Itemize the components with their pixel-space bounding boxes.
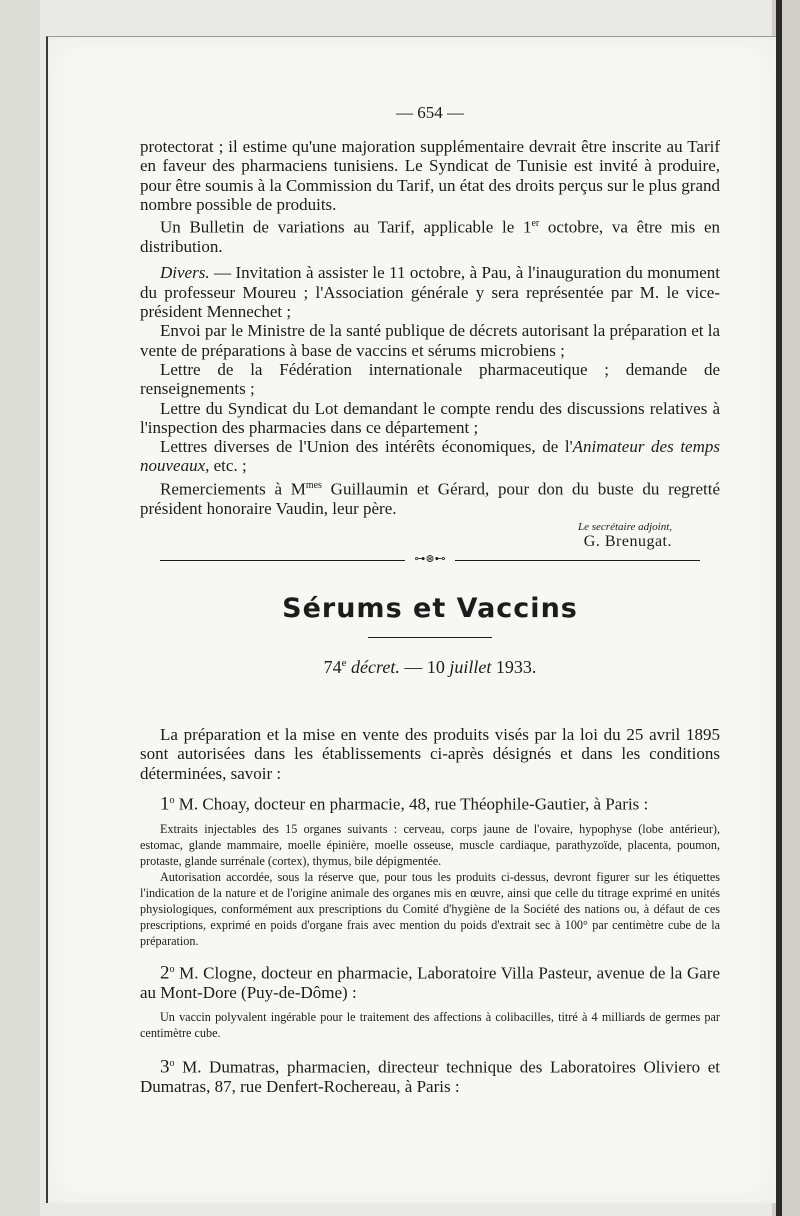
entry-1-detail-2: Autorisation accordée, sous la réserve que, pour tous les produits ci-dessus, devront figurer sur les étiquettes l'indication de la nature et de l'origine animale des organes mis en œuvre, ainsi que celle du titrage exprimé en unités physiologiques, conformément aux prescriptions du Comité d'hygiène de la Société des nations ou, à défaut de ces prescriptions, exprimé en poids d'organe frais avec mention du poids d'extrait sec à 100° par centimètre cube de la préparation. <box>140 869 720 948</box>
decree-body <box>140 725 720 1096</box>
paragraph-bulletin: Un Bulletin de variations au Tarif, applicable le 1er octobre, va être mis en distribution. <box>140 217 720 257</box>
title-underline <box>368 637 492 638</box>
paragraph-envoi: Envoi par le Ministre de la santé publique de décrets autorisant la préparation et la vente de préparations à base de vaccins et sérums microbiens ; <box>140 321 720 360</box>
scan-binding-edge <box>776 0 782 1216</box>
paragraph-protectorat: protectorat ; il estime qu'une majoration supplémentaire devrait être inscrite au Tarif en faveur des pharmaciens tunisiens. Le Syndicat de Tunisie est invité à produire, pour être soumis à la Commission du Tarif, un état des droits perçus sur le plus grand nombre possible de produits. <box>140 137 720 214</box>
paragraph-lettre-syndicat: Lettre du Syndicat du Lot demandant le compte rendu des discussions relatives à l'inspection des pharmacies dans ce département ; <box>140 398 720 437</box>
section-divider <box>140 554 720 568</box>
divider-line-right <box>455 560 700 561</box>
paragraph-remerciements: Remerciements à $M^{mes}$ Guillaumin et Gérard, pour don du buste du regretté président honoraire Vaudin, leur père. <box>140 479 720 518</box>
paragraph-lettre-federation: Lettre de la Fédération internationale pharmaceutique ; demande de renseignements ; <box>140 359 720 399</box>
scan-left-margin <box>0 0 40 1216</box>
entry-2-detail-1: Un vaccin polyvalent ingérable pour le traitement des affections à colibacilles, titré à 4 milliards de germes par centimètre cube. <box>140 1010 720 1041</box>
paragraph-lettres-diverses: Lettres diverses de l'Union des intérêts économiques, de l'Animateur des temps nouveaux, etc. ; <box>140 437 721 476</box>
page-number: — 654 — <box>396 103 464 122</box>
entry-2-heading: 2$^o$ M. Clogne, docteur en pharmacie, Laboratoire Villa Pasteur, avenue de la Gare au Mont-Dore (Puy-de-Dôme) : <box>140 962 720 1002</box>
signoff-name: G. Brenugat. <box>583 532 672 550</box>
entry-3-heading: 3$^o$ M. Dumatras, pharmacien, directeur technique des Laboratoires Oliviero et Dumatras, 87, rue Denfert-Rochereau, à Paris : <box>140 1056 720 1097</box>
divider-ornament-icon: ⊶⊛⊷ <box>414 553 446 565</box>
entry-1-heading: 1$^o$ M. Choay, docteur en pharmacie, 48, rue Théophile-Gautier, à Paris : <box>160 793 649 815</box>
divider-line-left <box>160 560 405 561</box>
divers-label: Divers. <box>160 263 210 283</box>
signoff-title: Le secrétaire adjoint, <box>578 520 672 533</box>
paragraph-divers: Divers. — Invitation à assister le 11 octobre, à Pau, à l'inauguration du monument du professeur Moureu ; l'Association générale y sera représentée par M. le vice-président Mennechet ; <box>140 263 720 322</box>
entry-1-detail-1: Extraits injectables des 15 organes suivants : cerveau, corps jaune de l'ovaire, hypophyse (lobe antérieur), estomac, glande mammaire, moelle épinière, moelle osseuse, muscle cardiaque, parathyzoïde, placenta, poumon, protaste, glande surrénale (cortex), thymus, bile dépigmentée. <box>140 821 720 868</box>
decree-intro: La préparation et la mise en vente des produits visés par la loi du 25 avril 1895 sont autorisées dans les établissements ci-après désignés et dans les conditions déterminées, savoir : <box>140 725 720 783</box>
section-title: Sérums et Vaccins <box>282 593 578 624</box>
book-page <box>46 36 776 1203</box>
top-section <box>140 137 720 551</box>
decree-line: 74e décret. — 10 juillet 1933. <box>323 657 537 677</box>
